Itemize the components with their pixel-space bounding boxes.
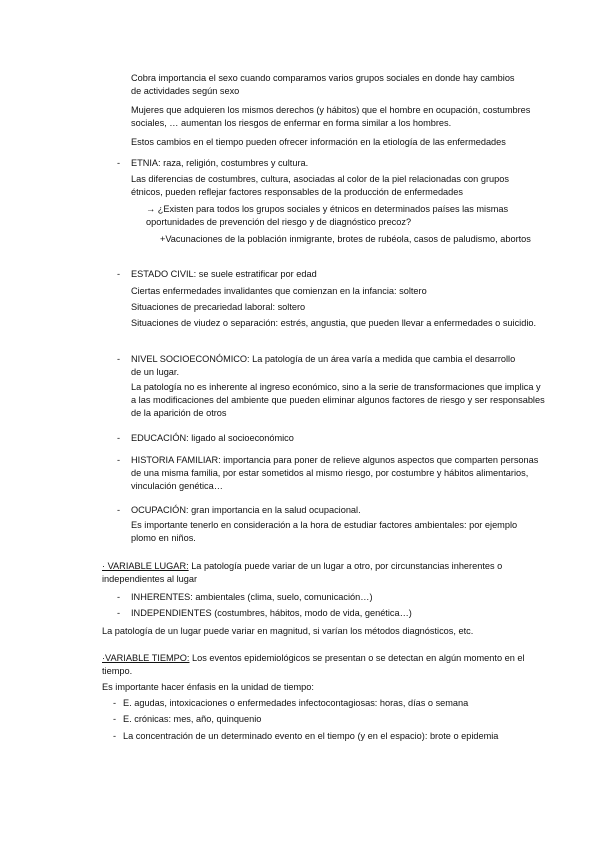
bullet-dash: - — [113, 714, 117, 724]
bullet-dash: - — [113, 731, 117, 741]
variable-lugar-paragraph — [102, 560, 547, 586]
tiempo-bullet-cronicas: E. crónicas: mes, año, quinquenio — [123, 714, 262, 724]
estado-civil-bullet: ESTADO CIVIL: se suele estratificar por edad — [131, 269, 317, 279]
variable-tiempo-text: Los eventos epidemiológicos se presentan o se detectan en algún momento en el tiempo. — [102, 653, 525, 676]
estado-civil-line-3: Situaciones de viudez o separación: estrés, angustia, que pueden llevar a enfermedades o suicidio. — [131, 318, 537, 328]
lugar-bullet-inherentes: INHERENTES: ambientales (clima, suelo, comunicación…) — [131, 592, 373, 602]
bullet-dash: - — [117, 455, 121, 465]
bullet-dash: - — [117, 269, 121, 279]
tiempo-bullet-agudas: E. agudas, intoxicaciones o enfermedades infectocontagiosas: horas, días o semana — [123, 698, 469, 708]
ocupacion-bullet: OCUPACIÓN: gran importancia en la salud ocupacional. — [131, 505, 361, 515]
lugar-note: La patología de un lugar puede variar en magnitud, si varían los métodos diagnósticos, etc. — [102, 626, 474, 636]
bullet-dash: - — [117, 433, 121, 443]
nivel-bullet: NIVEL SOCIOECONÓMICO: La patología de un área varía a medida que cambia el desarrollo de un lugar. — [131, 354, 516, 377]
variable-tiempo-heading: ·VARIABLE TIEMPO: — [102, 653, 190, 663]
bullet-dash: - — [117, 354, 121, 364]
bullet-dash: - — [117, 592, 121, 602]
intro-paragraph-2: Mujeres que adquieren los mismos derechos (y hábitos) que el hombre en ocupación, costumbres sociales, … aumentan los riesgos de enfermar en forma similar a los hombres. — [131, 105, 531, 128]
variable-lugar-text: La patología puede variar de un lugar a otro, por circunstancias inherentes o independientes al lugar — [102, 561, 503, 584]
historia-bullet: HISTORIA FAMILIAR: importancia para poner de relieve algunos aspectos que comparten personas de una misma familia, por estar sometidos al mismo riesgo, por costumbre y hábitos alimentarios, vinculación genética… — [131, 455, 539, 491]
variable-lugar-heading: · VARIABLE LUGAR: — [102, 561, 189, 571]
bullet-dash: - — [117, 505, 121, 515]
educacion-bullet: EDUCACIÓN: ligado al socioeconómico — [131, 433, 294, 443]
tiempo-bullet-concentracion: La concentración de un determinado evento en el tiempo (y en el espacio): brote o epidemia — [123, 731, 499, 741]
bullet-dash: - — [113, 698, 117, 708]
bullet-dash: - — [117, 158, 121, 168]
etnia-paragraph: Las diferencias de costumbres, cultura, asociadas al color de la piel relacionadas con grupos étnicos, pueden reflejar factores responsables de la producción de enfermedades — [131, 174, 509, 197]
intro-paragraph-3: Estos cambios en el tiempo pueden ofrecer información en la etiología de las enfermedades — [131, 137, 506, 147]
estado-civil-line-2: Situaciones de precariedad laboral: soltero — [131, 302, 306, 312]
ocupacion-paragraph: Es importante tenerlo en consideración a la hora de estudiar factores ambientales: por ejemplo plomo en niños. — [131, 520, 518, 543]
intro-paragraph-1: Cobra importancia el sexo cuando comparamos varios grupos sociales en donde hay cambios de actividades según sexo — [131, 73, 515, 96]
nivel-paragraph: La patología no es inherente al ingreso económico, sino a la serie de transformaciones que implica y a las modificaciones del ambiente que pueden eliminar algunos factores de riesgo y ser responsables de la aparición de otros — [131, 382, 545, 418]
variable-tiempo-paragraph — [102, 652, 547, 678]
estado-civil-line-1: Ciertas enfermedades invalidantes que comienzan en la infancia: soltero — [131, 286, 427, 296]
etnia-bullet: ETNIA: raza, religión, costumbres y cultura. — [131, 158, 309, 168]
tiempo-paragraph: Es importante hacer énfasis en la unidad de tiempo: — [102, 682, 314, 692]
lugar-bullet-independientes: INDEPENDIENTES (costumbres, hábitos, modo de vida, genética…) — [131, 608, 412, 618]
bullet-dash: - — [117, 608, 121, 618]
etnia-answer: +Vacunaciones de la población inmigrante, brotes de rubéola, casos de paludismo, abortos — [160, 234, 531, 244]
etnia-question: → ¿Existen para todos los grupos sociales y étnicos en determinados países las mismas oportunidades de prevención del riesgo y de diagnóstico precoz? — [146, 204, 509, 227]
